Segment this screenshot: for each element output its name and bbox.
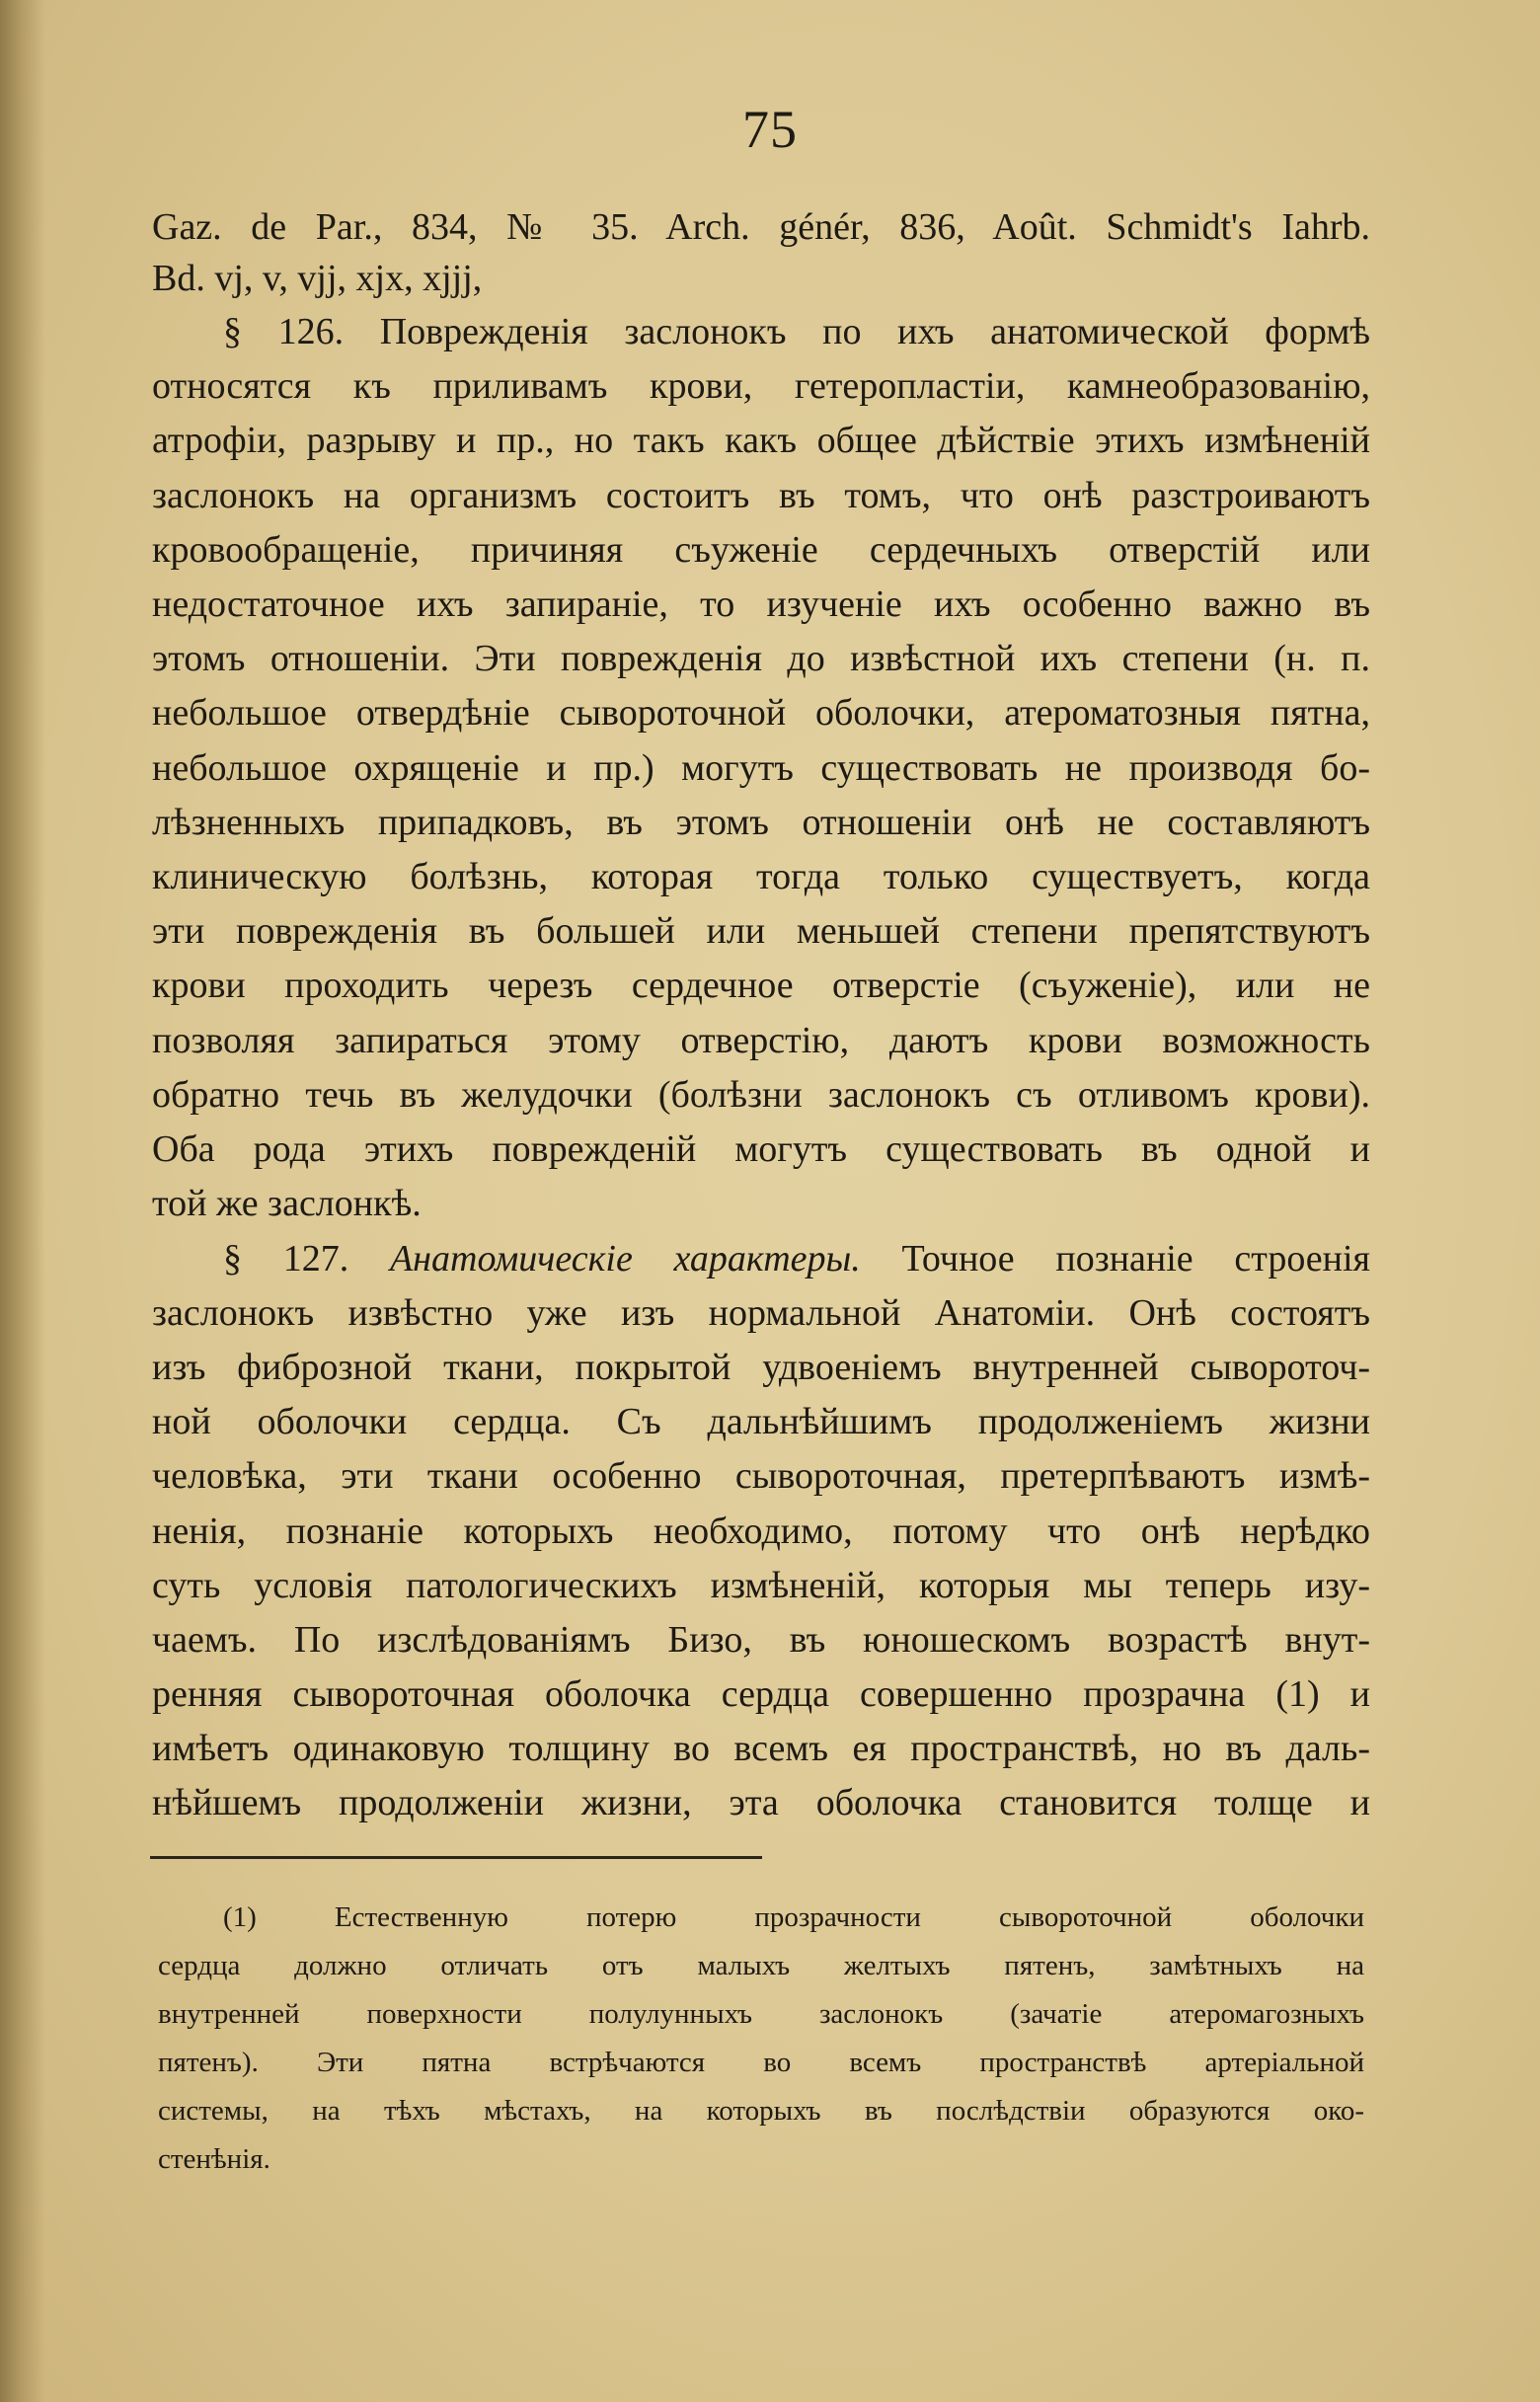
paragraph-line: обратно течь въ желудочки (болѣзни заслонокъ съ отливомъ крови). bbox=[152, 1074, 1370, 1116]
paragraph-line: клиническую болѣзнь, которая тогда только существуетъ, когда bbox=[152, 856, 1370, 897]
footnote-divider bbox=[150, 1856, 762, 1859]
paragraph-line: эти поврежденія въ большей или меньшей степени препятствуютъ bbox=[152, 910, 1370, 952]
paragraph-line: изъ фиброзной ткани, покрытой удвоеніемъ внутренней сывороточ- bbox=[152, 1347, 1370, 1388]
paragraph-line: имѣетъ одинаковую толщину во всемъ ея пространствѣ, но въ даль- bbox=[152, 1728, 1370, 1769]
paragraph-line: позволяя запираться этому отверстію, даютъ крови возможность bbox=[152, 1020, 1370, 1061]
page-edge-shadow bbox=[0, 0, 45, 2402]
paragraph-line: кровообращеніе, причиняя съуженіе сердечныхъ отверстій или bbox=[152, 529, 1370, 571]
paragraph-line: ренняя сывороточная оболочка сердца совершенно прозрачна (1) и bbox=[152, 1673, 1370, 1715]
paragraph-line: Оба рода этихъ поврежденій могутъ существовать въ одной и bbox=[152, 1128, 1370, 1170]
section-text: Точное познаніе строенія bbox=[901, 1238, 1370, 1279]
paragraph-line: относятся къ приливамъ крови, гетеропластіи, камнеобразованію, bbox=[152, 365, 1370, 407]
paragraph-line: небольшое отвердѣніе сывороточной оболочки, атероматозныя пятна, bbox=[152, 692, 1370, 734]
reference-line: Gaz. de Par., 834, № 35. Arch. génér, 836, Août. Schmidt's Iahrb. bbox=[152, 206, 1370, 248]
paragraph-line: суть условія патологическихъ измѣненій, которыя мы теперь изу- bbox=[152, 1565, 1370, 1606]
paragraph-line: чаемъ. По изслѣдованіямъ Бизо, въ юношескомъ возрастѣ внут- bbox=[152, 1619, 1370, 1661]
footnote-line: сердца должно отличать отъ малыхъ желтыхъ пятенъ, замѣтныхъ на bbox=[158, 1950, 1364, 1981]
paragraph-line: нѣйшемъ продолженіи жизни, эта оболочка становится толще и bbox=[152, 1782, 1370, 1823]
paragraph-line: крови проходить черезъ сердечное отверстіе (съуженіе), или не bbox=[152, 965, 1370, 1006]
footnote-line: внутренней поверхности полулунныхъ заслонокъ (зачатіе атеромагозныхъ bbox=[158, 1998, 1364, 2030]
paragraph-line: ной оболочки сердца. Съ дальнѣйшимъ продолженіемъ жизни bbox=[152, 1401, 1370, 1442]
paragraph-line: небольшое охрященіе и пр.) могутъ существовать не производя бо- bbox=[152, 747, 1370, 789]
section-127-heading-line bbox=[223, 1234, 1370, 1283]
page-number: 75 bbox=[742, 100, 798, 159]
reference-line: Bd. vj, v, vjj, xjx, xjjj, bbox=[152, 258, 483, 299]
paragraph-line: ненія, познаніе которыхъ необходимо, потому что онѣ нерѣдко bbox=[152, 1511, 1370, 1552]
footnote-line: системы, на тѣхъ мѣстахъ, на которыхъ въ послѣдствіи образуются око- bbox=[158, 2095, 1364, 2127]
paragraph-line: заслонокъ на организмъ состоитъ въ томъ, что онѣ разстроиваютъ bbox=[152, 475, 1370, 516]
footnote-line: пятенъ). Эти пятна встрѣчаются во всемъ пространствѣ артеріальной bbox=[158, 2047, 1364, 2078]
paragraph-line: § 126. Поврежденія заслонокъ по ихъ анатомической формѣ bbox=[223, 311, 1370, 352]
paragraph-line: лѣзненныхъ припадковъ, въ этомъ отношеніи онѣ не составляютъ bbox=[152, 802, 1370, 843]
paragraph-line: этомъ отношеніи. Эти поврежденія до извѣстной ихъ степени (н. п. bbox=[152, 638, 1370, 679]
paragraph-line: той же заслонкѣ. bbox=[152, 1183, 422, 1224]
paragraph-line: атрофіи, разрыву и пр., но такъ какъ общее дѣйствіе этихъ измѣненій bbox=[152, 420, 1370, 461]
footnote-line: стенѣнія. bbox=[158, 2143, 270, 2175]
paragraph-line: человѣка, эти ткани особенно сывороточная, претерпѣваютъ измѣ- bbox=[152, 1455, 1370, 1497]
section-title: Анатомическіе характеры. bbox=[389, 1238, 861, 1279]
paragraph-line: заслонокъ извѣстно уже изъ нормальной Анатоміи. Онѣ состоятъ bbox=[152, 1292, 1370, 1334]
section-number: § 127. bbox=[223, 1238, 349, 1279]
paragraph-line: недостаточное ихъ запираніе, то изученіе ихъ особенно важно въ bbox=[152, 583, 1370, 625]
footnote-line: (1) Естественную потерю прозрачности сывороточной оболочки bbox=[223, 1901, 1364, 1933]
